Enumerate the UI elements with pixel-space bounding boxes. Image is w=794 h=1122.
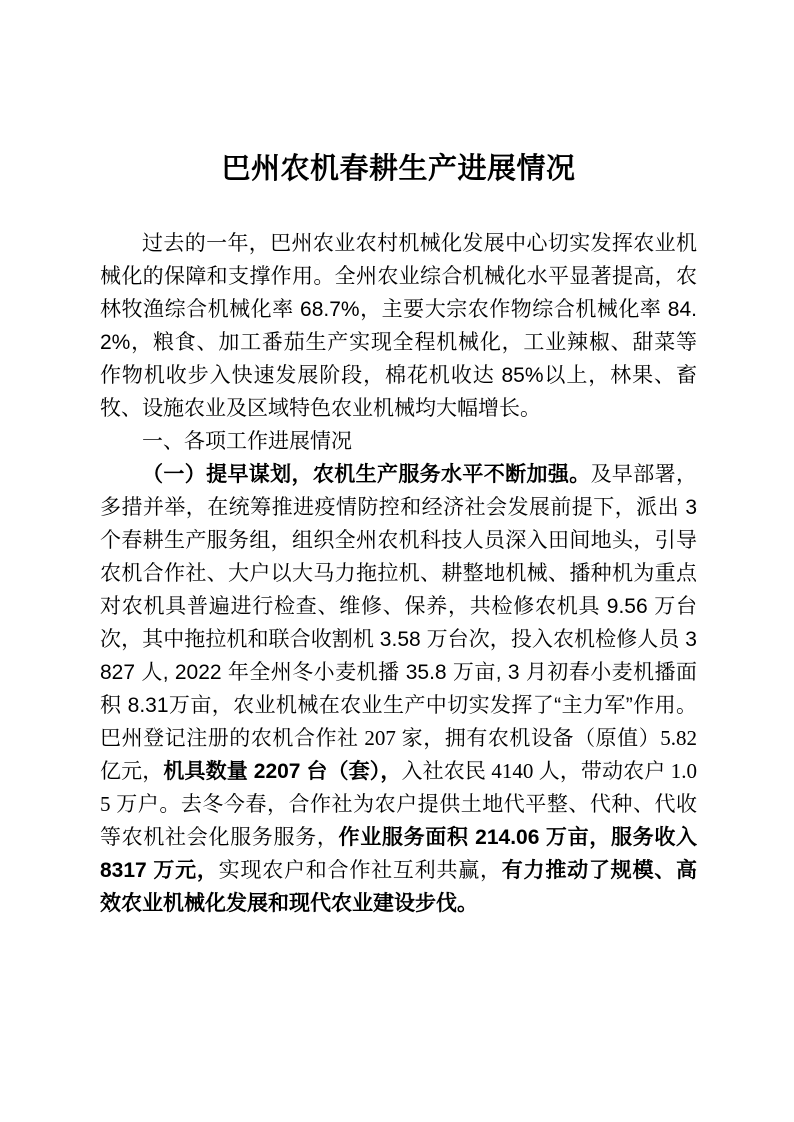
section-heading — [100, 425, 697, 458]
text-run: 及早部署， — [590, 462, 698, 486]
text-run: 有力推动了规模、高效农业机械化发展和现代农业建设步伐。 — [100, 859, 698, 915]
text-run: 过去的一年，巴州农业农村机械化发展中心切实发挥农业机械化的保障和支撑作用。全州农业综合机械化水平显著提高，农林牧渔综合机械化率 68.7%，主要大宗农作物综合机械化率 84.2%，粮食、加工番茄生产实现全程机械化，工业辣椒、甜菜等作物机收步入快速发展阶段，棉花机收达 85%以上，林果、畜牧、设施农业及区域特色农业机械均大幅增长。 — [100, 232, 697, 420]
paragraph-intro — [100, 227, 697, 425]
document-title: 巴州农机春耕生产进展情况 — [221, 153, 576, 185]
text-run: 一、各项工作进展情况 — [142, 429, 352, 453]
text-run: （一）提早谋划，农机生产服务水平不断加强。 — [142, 463, 591, 486]
text-run: 多措并举，在统筹推进疫情防控和经济社会发展前提下，派出 3 个春耕生产服务组，组织全州农机科技人员深入田间地头，引导农机合作社、大户以大马力拖拉机、耕整地机械、播种机为重点对农机具普遍进行检查、维修、保养，共检修农机具 9.56 万台次，其中拖拉机和联合收割机 3.58 万台次，投入农机检修人员 3827 人, 2022 年全州冬小麦机播 35.8 万亩, 3 月初春小麦机播面积 8.31万亩，农业机械在农业生产中切实发挥了“主力军”作用。巴 — [100, 496, 697, 750]
paragraph-item-1 — [100, 458, 697, 920]
text-run: 入社农民 4140 人，带动农户 1.05 万户。去冬今春，合作社为农户提供土地代平整、代种、代收等农机社会化服务服务， — [100, 759, 698, 849]
text-run: 作业服务面积 214.06 万亩，服务收入 8317 万元， — [100, 826, 698, 882]
text-run: 州登记注册的农机合作社 207 家，拥有农机设备（原值）5.82 亿元， — [100, 726, 698, 783]
text-run: 实现农户和合作社互利共赢， — [218, 858, 502, 882]
text-run: 机具数量 2207 台（套）， — [163, 760, 402, 783]
